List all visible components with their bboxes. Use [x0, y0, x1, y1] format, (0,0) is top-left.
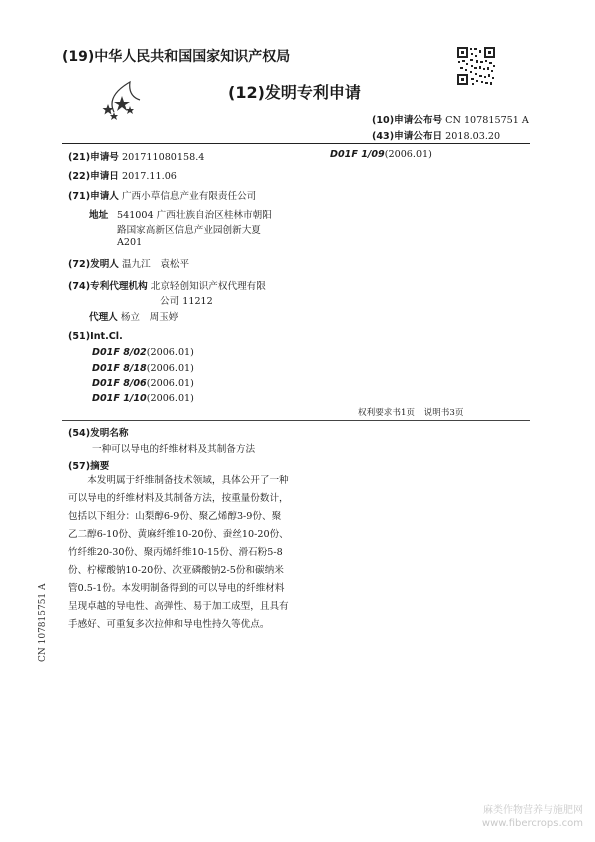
side-publication-number: CN 107815751 A [38, 583, 48, 662]
publication-date-value: 2018.03.20 [445, 131, 501, 142]
section-rule [62, 420, 530, 421]
page-count: 权利要求书1页 说明书3页 [358, 408, 464, 418]
invention-title-label: (54)发明名称 [68, 428, 129, 439]
document-type: (12)发明专利申请 [228, 83, 361, 102]
agents-value: 杨立 周玉婷 [120, 312, 179, 323]
address-line-2: 路国家高新区信息产业园创新大夏 [117, 225, 261, 236]
application-number-value: 201711080158.4 [121, 152, 205, 163]
inventors-value: 温九江 袁松平 [121, 259, 190, 270]
qr-code [456, 46, 496, 86]
patent-agency-label: (74)专利代理机构 [68, 281, 148, 292]
agents-label: 代理人 [89, 312, 118, 323]
int-cl-version: (2006.01) [146, 363, 194, 374]
applicant [68, 188, 256, 202]
abstract-text: 本发明属于纤维制备技术领域，具体公开了一种可以导电的纤维材料及其制备方法，按重量份数计，包括以下组分：山梨醇6-9份、聚乙烯醇3-9份、聚乙二醇6-10份、黄麻纤维10-20份、蚕丝10-20份、竹纤维20-30份、聚丙烯纤维10-15份、滑石粉5-8份、柠檬酸钠10-20份、次亚磷酸钠2-5份和碳纳米管0.5-1份。本发明制备得到的可以导电的纤维材料呈现卓越的导电性、高弹性、易于加工成型，且具有手感好、可重复多次拉伸和导电性持久等优点。 [68, 475, 289, 630]
office-name: (19)中华人民共和国国家知识产权局 [62, 49, 291, 65]
int-cl-version: (2006.01) [146, 347, 194, 358]
patent-agency [68, 278, 266, 292]
agents [89, 309, 178, 323]
publication-number [372, 112, 529, 126]
applicant-value: 广西小草信息产业有限责任公司 [121, 191, 257, 202]
publication-number-label: (10)申请公布号 [372, 115, 443, 126]
inventors [68, 256, 189, 270]
patent-agency-line-2: 公司 11212 [160, 296, 213, 307]
publication-date [372, 128, 500, 142]
abstract-label: (57)摘要 [68, 461, 110, 472]
int-cl-item [92, 363, 194, 374]
int-cl-version: (2006.01) [146, 393, 194, 404]
main-ipc-code: D01F 1/09 [330, 149, 385, 160]
publication-number-value: CN 107815751 A [445, 115, 529, 126]
header-rule [62, 143, 530, 144]
int-cl-item [92, 393, 194, 404]
address-label: 地址 [89, 210, 109, 221]
int-cl-code: D01F 8/02 [92, 347, 147, 358]
patent-agency-line-1: 北京轻创知识产权代理有限 [150, 281, 266, 292]
watermark-line-2: www.fibercrops.com [481, 818, 583, 829]
application-number [68, 149, 204, 163]
int-cl-item [92, 378, 194, 389]
int-cl-code: D01F 8/18 [92, 363, 147, 374]
filing-date-value: 2017.11.06 [121, 171, 177, 182]
int-cl-label: (51)Int.Cl. [68, 331, 123, 342]
int-cl-item [92, 347, 194, 358]
int-cl-code: D01F 8/06 [92, 378, 147, 389]
address-line-3: A201 [117, 237, 143, 248]
filing-date-label: (22)申请日 [68, 171, 119, 182]
main-ipc [330, 149, 432, 160]
address-line-1: 541004 广西壮族自治区桂林市朝阳 [117, 210, 272, 221]
applicant-label: (71)申请人 [68, 191, 119, 202]
main-ipc-version: (2006.01) [384, 149, 432, 160]
inventors-label: (72)发明人 [68, 259, 119, 270]
int-cl-code: D01F 1/10 [92, 393, 147, 404]
int-cl-version: (2006.01) [146, 378, 194, 389]
invention-title: 一种可以导电的纤维材料及其制备方法 [92, 444, 256, 455]
filing-date [68, 168, 177, 182]
application-number-label: (21)申请号 [68, 152, 119, 163]
watermark [482, 804, 583, 830]
watermark-line-1: 麻类作物营养与施肥网 [483, 805, 583, 816]
emblem-logo [100, 76, 158, 120]
publication-date-label: (43)申请公布日 [372, 131, 443, 142]
